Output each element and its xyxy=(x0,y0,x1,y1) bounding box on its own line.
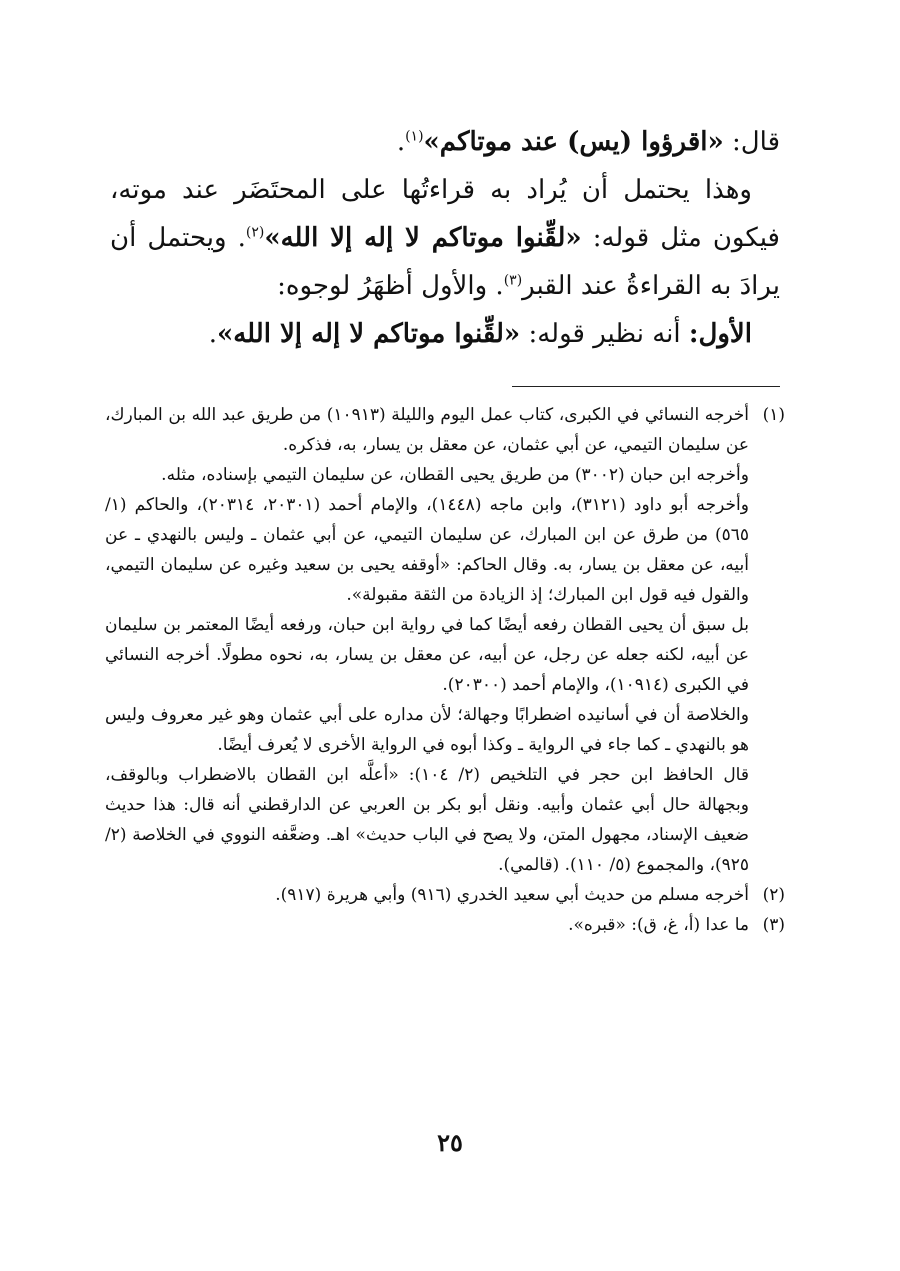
footnote-separator xyxy=(512,386,780,387)
text: . ويحتمل أن يرادَ به القراءةُ عند القبر xyxy=(110,223,780,301)
reason-label: الأول: xyxy=(688,319,752,349)
footnote-paragraph: والخلاصة أن في أسانيده اضطرابًا وجهالة؛ لأن مداره على أبي عثمان وهو غير معروف وليس هو بالنهدي ـ كما جاء في الرواية ـ وكذا أبوه في الرواية الأخرى لا يُعرف أيضًا. xyxy=(105,705,749,755)
footnote-paragraph: وأخرجه ابن حبان (٣٠٠٢) من طريق يحيى القطان، عن سليمان التيمي بإسناده، مثله. xyxy=(161,465,749,485)
footnote-paragraph: أخرجه النسائي في الكبرى، كتاب عمل اليوم والليلة (١٠٩١٣) من طريق عبد الله بن المبارك، عن سليمان التيمي، عن أبي عثمان، عن معقل بن يسار، به، فذكره. xyxy=(105,405,749,455)
footnote-paragraph: قال الحافظ ابن حجر في التلخيص (٢/ ١٠٤): «أعلَّه ابن القطان بالاضطراب وبالوقف، وبجهالة حال أبي عثمان وأبيه. ونقل أبو بكر بن العربي عن الدارقطني أنه قال: هذا حديث ضعيف الإسناد، مجهول المتن، ولا يصح في الباب حديث» اهـ. وضعَّفه النووي في الخلاصة (٢/ ٩٢٥)، والمجموع (٥/ ١١٠). (قالمي). xyxy=(105,765,749,875)
paragraph-hadith-quote xyxy=(110,118,780,166)
footnote-1 xyxy=(105,400,785,880)
text: . xyxy=(396,127,406,157)
footnote-paragraph: أخرجه مسلم من حديث أبي سعيد الخدري (٩١٦) وأبي هريرة (٩١٧). xyxy=(275,885,749,905)
footnote-3 xyxy=(105,910,785,940)
footnote-number: (١) xyxy=(762,405,785,425)
footnote-body xyxy=(105,880,749,910)
footnote-body xyxy=(105,400,749,880)
footnote-number: (٢) xyxy=(762,885,785,905)
hadith-text: «لقِّنوا موتاكم لا إله إلا الله» xyxy=(216,319,521,349)
text: . xyxy=(208,319,217,349)
text: وهذا يحتمل أن يُراد به قراءتُها على المحتَضَر عند موته، فيكون مثل قوله: xyxy=(110,175,780,253)
footnote-paragraph: وأخرجه أبو داود (٣١٢١)، وابن ماجه (١٤٤٨)، والإمام أحمد (٢٠٣٠١، ٢٠٣١٤)، والحاكم (١/ ٥٦٥) من طرق عن ابن المبارك، عن سليمان التيمي، عن أبي عثمان ـ وليس بالنهدي ـ عن أبيه، عن معقل بن يسار، به. وقال الحاكم: «أوقفه يحيى بن سعيد وغيره عن سليمان التيمي، والقول فيه قول ابن المبارك؛ إذ الزيادة من الثقة مقبولة». xyxy=(105,495,749,605)
footnote-2 xyxy=(105,880,785,910)
text: . والأول أظهَرُ لوجوه: xyxy=(277,271,504,301)
main-text xyxy=(110,118,780,358)
footnote-ref[interactable]: (١) xyxy=(405,128,424,145)
footnote-paragraph: بل سبق أن يحيى القطان رفعه أيضًا كما في رواية ابن حبان، ورفعه أيضًا المعتمر بن سليمان عن أبيه، لكنه جعله عن رجل، عن أبيه، عن معقل بن يسار، به، نحوه مطولًا. أخرجه النسائي في الكبرى (١٠٩١٤)، والإمام أحمد (٢٠٣٠٠). xyxy=(105,615,749,695)
text: قال: xyxy=(723,127,780,157)
hadith-text: «اقرؤوا (يس) عند موتاكم» xyxy=(423,127,724,157)
footnote-number: (٣) xyxy=(762,915,785,935)
footnote-ref[interactable]: (٣) xyxy=(503,272,523,289)
footnote-body xyxy=(105,910,749,940)
footnotes xyxy=(105,400,785,940)
footnote-ref[interactable]: (٢) xyxy=(245,224,265,241)
hadith-text: «لقِّنوا موتاكم لا إله إلا الله» xyxy=(264,223,582,253)
footnote-paragraph: ما عدا (أ، غ، ق): «قبره». xyxy=(568,915,749,935)
paragraph-commentary xyxy=(110,166,780,310)
page-number: ٢٥ xyxy=(437,1128,463,1157)
text: أنه نظير قوله: xyxy=(520,319,689,349)
paragraph-first-reason xyxy=(110,310,780,358)
